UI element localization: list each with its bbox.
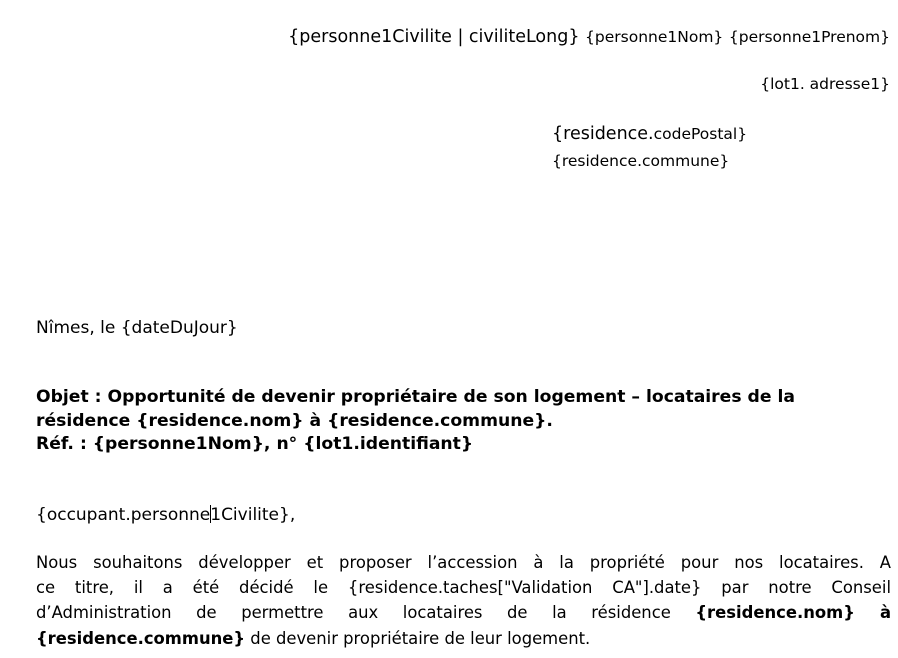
recipient-lastname-field: {personne1Nom} xyxy=(585,28,724,46)
body-line-1: Nous souhaitons développer et proposer l’accession à la propriété pour nos locataires. A xyxy=(36,553,891,572)
reference-line: Réf. : {personne1Nom}, n° {lot1.identifiant} xyxy=(36,434,474,454)
residence-commune-field: {residence.commune} xyxy=(36,628,246,648)
body-line-2: ce titre, il a été décidé le {residence.taches["Validation CA"].date} par notre Conseil xyxy=(36,578,891,598)
recipient-firstname-field: {personne1Prenom} xyxy=(728,28,890,46)
subject-block xyxy=(36,386,886,457)
body-paragraph[interactable] xyxy=(36,550,891,651)
greeting-text-end: 1Civilite}, xyxy=(210,505,296,525)
subject-line-2: résidence {residence.nom} à {residence.commune}. xyxy=(36,410,553,431)
greeting-line[interactable] xyxy=(36,505,295,525)
postal-code-prefix: {residence. xyxy=(552,124,654,144)
recipient-postal-code-line xyxy=(552,124,747,145)
residence-name-field: {residence.nom} à xyxy=(695,603,892,623)
recipient-commune-line: {residence.commune} xyxy=(552,152,730,170)
recipient-civility-name-line xyxy=(288,27,890,48)
body-line-4-text: de devenir propriétaire de leur logement. xyxy=(245,628,591,648)
body-line-4 xyxy=(36,626,891,651)
recipient-civility-field: {personne1Civilite | civiliteLong} xyxy=(288,27,580,47)
recipient-address-line: {lot1. adresse1} xyxy=(760,75,890,93)
postal-code-suffix: codePostal} xyxy=(653,125,748,143)
body-line-3 xyxy=(36,600,891,625)
subject-line-1: Objet : Opportunité de devenir propriétaire de son logement – locataires de la xyxy=(36,387,795,407)
greeting-text-start: {occupant.personne xyxy=(36,505,211,525)
body-line-3-text: d’Administration de permettre aux locataires de la résidence xyxy=(36,603,696,623)
date-line: Nîmes, le {dateDuJour} xyxy=(36,318,238,338)
